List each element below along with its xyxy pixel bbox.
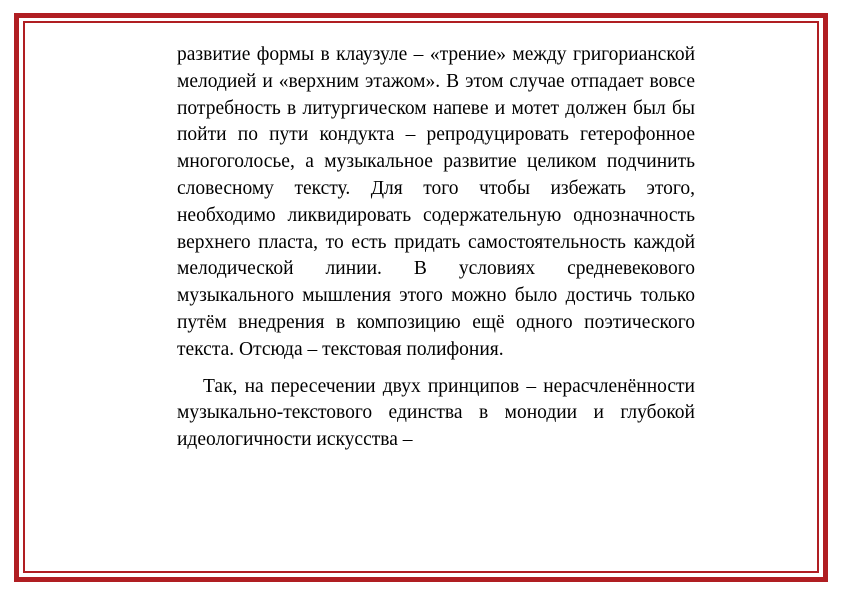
paragraph: развитие формы в клаузуле – «трение» между григорианской мелодией и «верхним этажом». В этом случае отпадает вовсе потребность в литургическом напеве и мотет должен был бы пойти по пути кондукта – репродуцировать гетерофонное многоголосье, а музыкальное развитие целиком подчинить словесному тексту. Для того чтобы избежать этого, необходимо ликвидировать содержательную однозначность верхнего пласта, то есть придать самостоятельность каждой мелодической линии. В условиях средневекового музыкального мышления этого можно было достичь только путём внедрения в композицию ещё одного поэтического текста. Отсюда – текстовая полифония.	[177, 44, 695, 360]
paragraph: Так, на пересечении двух принципов – нерасчленённости музыкально-текстового единства в монодии и глубокой идеологичности искусства –	[177, 375, 695, 451]
document-body	[177, 42, 695, 454]
